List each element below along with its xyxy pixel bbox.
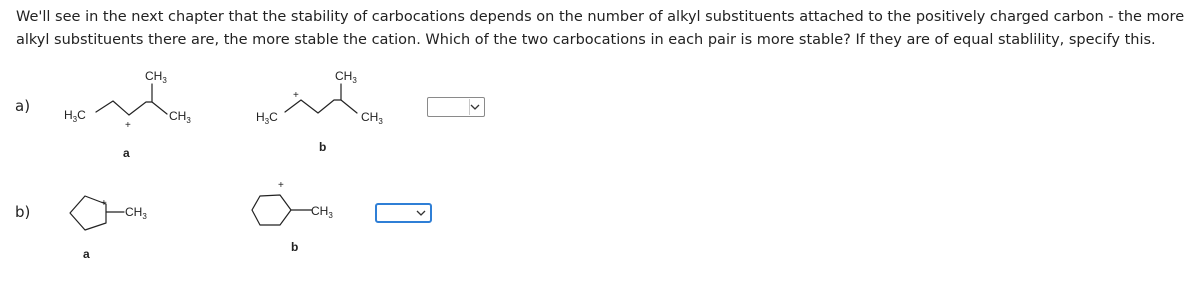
ring-b-bonds — [252, 195, 312, 225]
molecule-b-top-substituent: $CH_3$ — [335, 69, 357, 85]
molecule-b-charge: + — [293, 90, 299, 101]
ring-a-substituent: $CH_3$ — [125, 205, 147, 221]
molecule-a-left-group: $H_3C$ — [64, 108, 86, 124]
part-b-label: b) — [15, 203, 31, 221]
molecule-b-letter: b — [319, 140, 327, 154]
part-a-label: a) — [15, 97, 31, 115]
ring-a-letter: a — [83, 247, 90, 261]
chevron-down-icon — [415, 205, 427, 221]
part-b-answer-select[interactable] — [375, 203, 432, 223]
molecule-a-letter: a — [123, 146, 130, 160]
molecule-a-charge: + — [125, 120, 131, 131]
ring-b-substituent: $CH_3$ — [311, 204, 333, 220]
question-text: We'll see in the next chapter that the stability of carbocations depends on the number of alkyl substituents attached to the positively charged carbon - the more alkyl substituents there are, the more stable the cation. Which of the two carbocations in each pair is more stable? If they are of equal stablility, specify this. — [16, 9, 1185, 48]
molecule-b-left-group: $H_3C$ — [256, 110, 278, 126]
molecule-a-right-group: $CH_3$ — [169, 109, 191, 125]
chevron-down-icon — [469, 98, 481, 116]
ring-b-letter: b — [291, 240, 299, 254]
part-a-answer-select[interactable] — [427, 97, 485, 117]
molecule-a-top-substituent: $CH_3$ — [145, 69, 167, 85]
ring-a-charge: + — [101, 198, 107, 209]
molecule-b-right-group: $CH_3$ — [361, 110, 383, 126]
ring-b-charge: + — [278, 180, 284, 191]
